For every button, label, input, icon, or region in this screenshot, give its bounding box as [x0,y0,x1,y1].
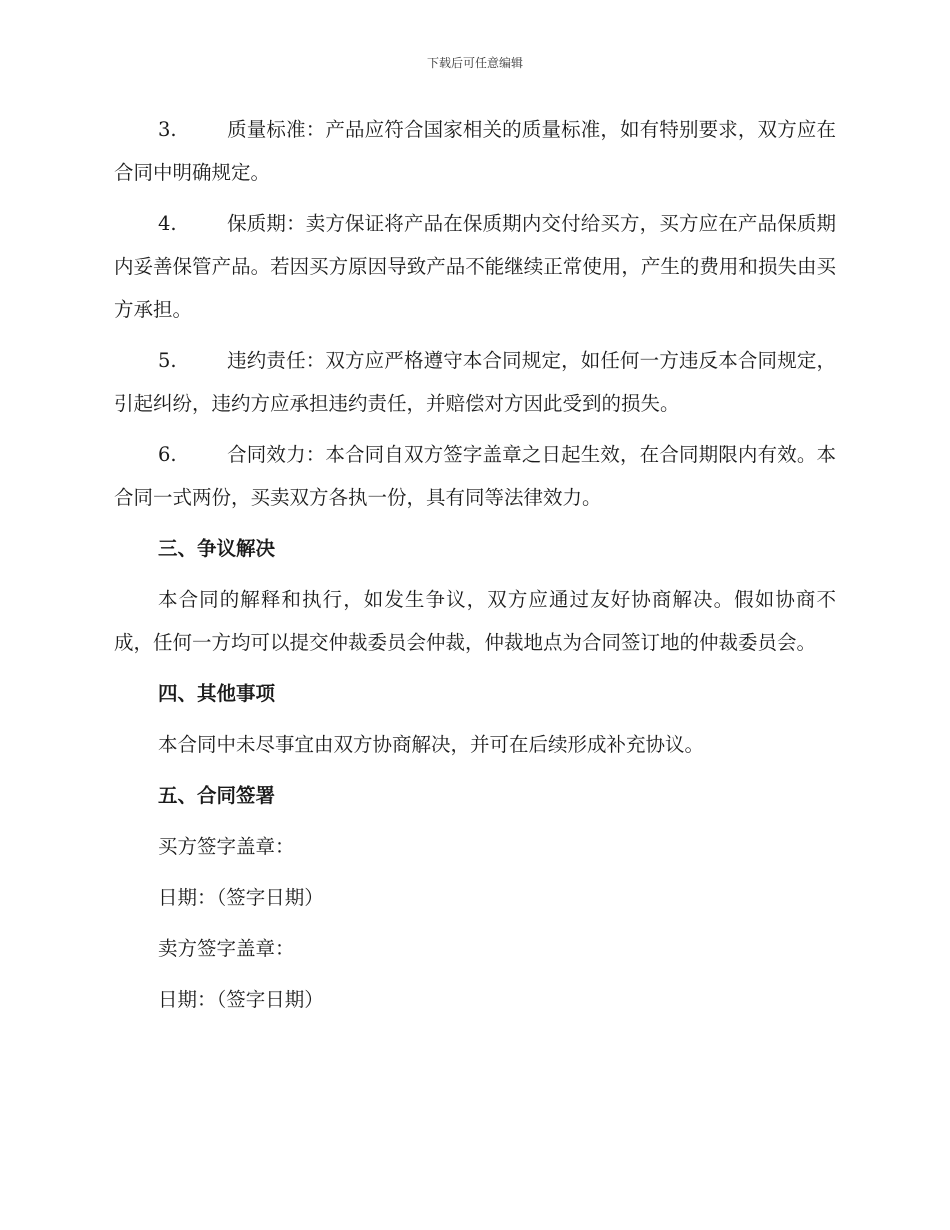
section-text-dispute: 本合同的解释和执行，如发生争议，双方应通过友好协商解决。假如协商不成，任何一方均可以提交仲裁委员会仲裁，仲裁地点为合同签订地的仲裁委员会。 [114,588,836,654]
buyer-date-line: 日期：（签字日期） [158,886,324,909]
clause-item-5 [114,339,836,425]
clause-text: 质量标准：产品应符合国家相关的质量标准，如有特别要求，双方应在合同中明确规定。 [114,118,836,184]
document-body [114,108,836,1029]
seller-signature-line: 卖方签字盖章： [158,937,295,960]
section-heading-signature: 五、合同签署 [158,784,276,807]
buyer-signature-line: 买方签字盖章： [158,835,295,858]
clause-item-4 [114,202,836,331]
clause-number: 4. [158,212,177,235]
clause-text: 合同效力：本合同自双方签字盖章之日起生效，在合同期限内有效。本合同一式两份，买卖双方各执一份，具有同等法律效力。 [114,443,836,509]
clause-number: 3. [158,118,177,141]
section-heading-dispute: 三、争议解决 [158,537,276,560]
clause-item-6 [114,433,836,519]
seller-date-line: 日期：（签字日期） [158,988,324,1011]
section-text-other: 本合同中未尽事宜由双方协商解决，并可在后续形成补充协议。 [158,733,705,756]
section-heading-other: 四、其他事项 [158,682,276,705]
page-header: 下载后可任意编辑 [426,56,523,70]
clause-item-3 [114,108,836,194]
clause-text: 违约责任：双方应严格遵守本合同规定，如任何一方违反本合同规定，引起纠纷，违约方应承担违约责任，并赔偿对方因此受到的损失。 [114,349,836,415]
clause-number: 5. [158,349,177,372]
clause-number: 6. [158,443,177,466]
clause-text: 保质期：卖方保证将产品在保质期内交付给买方，买方应在产品保质期内妥善保管产品。若因买方原因导致产品不能继续正常使用，产生的费用和损失由买方承担。 [114,212,836,321]
